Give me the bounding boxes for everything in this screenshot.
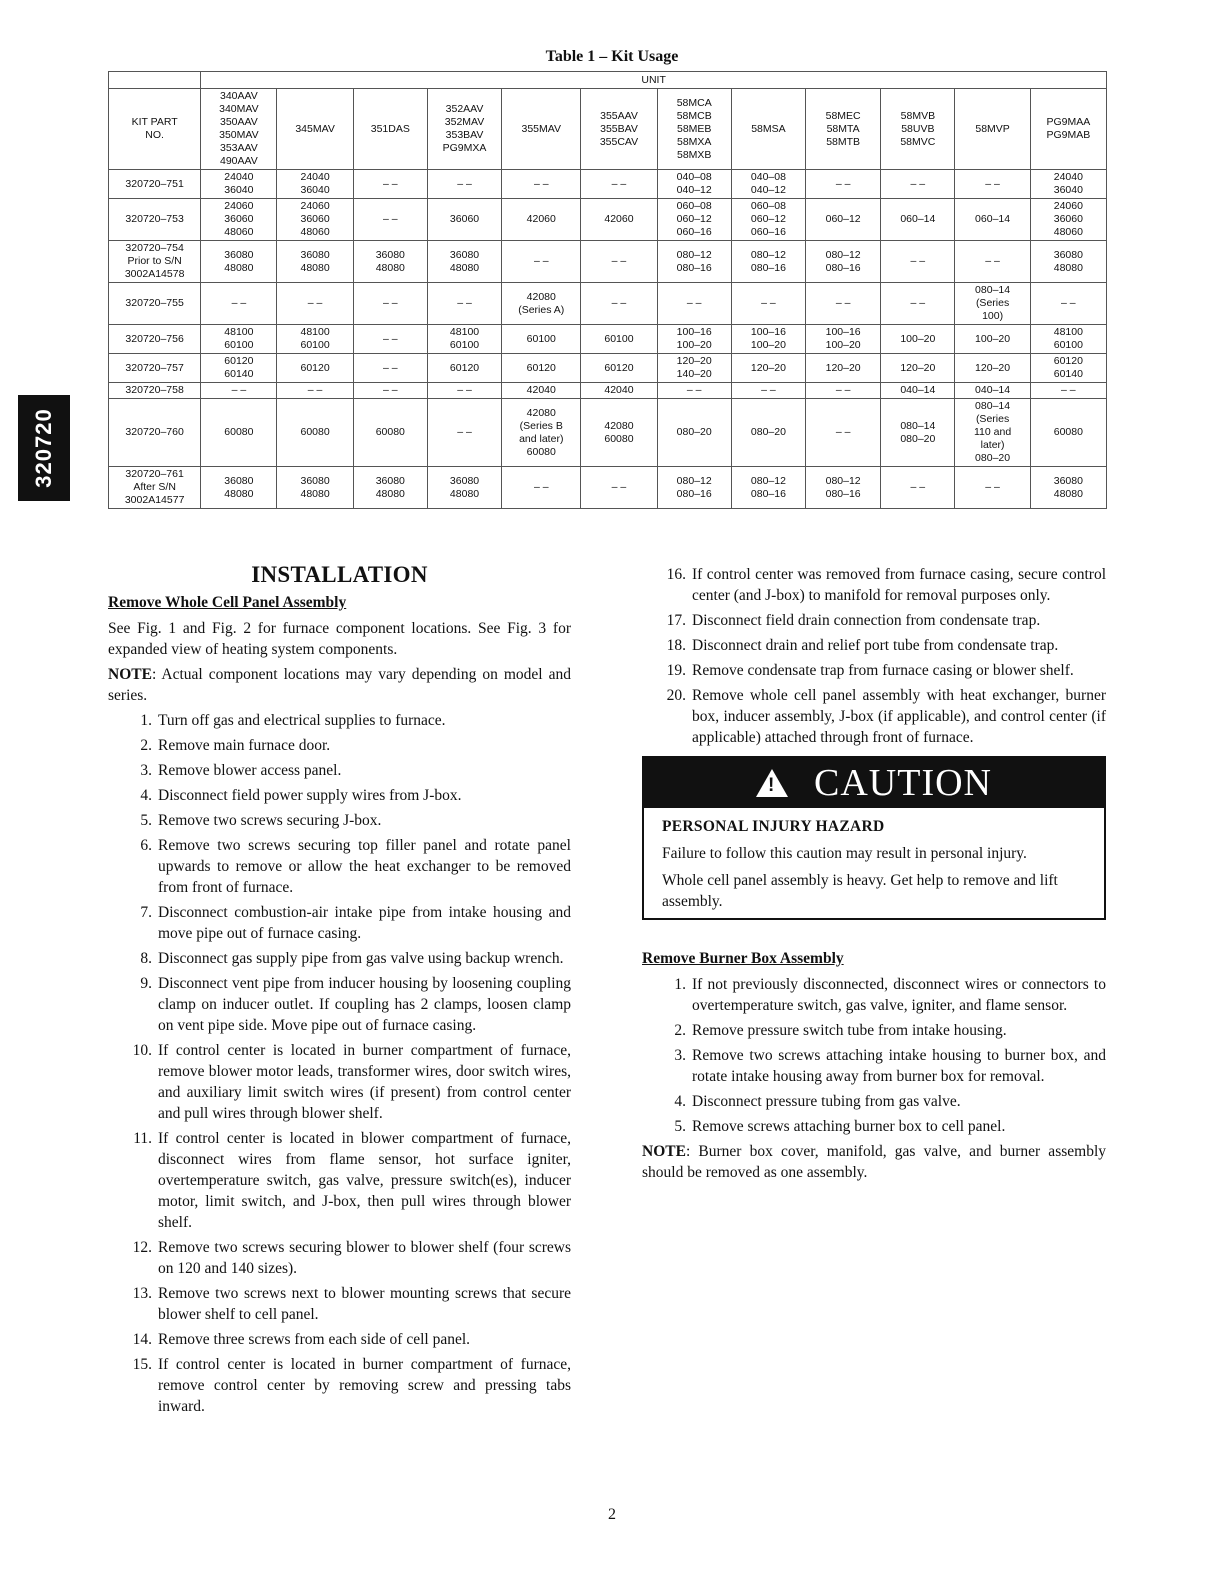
step-number: 2. <box>140 737 152 754</box>
table-cell: 080–12 080–16 <box>657 241 731 283</box>
table-cell: 48100 60100 <box>201 325 277 354</box>
step-item <box>108 810 571 831</box>
table-cell: – – <box>427 283 501 325</box>
table-cell: – – <box>806 283 881 325</box>
side-tab <box>18 395 70 501</box>
table-cell: 42040 <box>502 383 581 399</box>
step-item <box>108 902 571 944</box>
warning-triangle-icon: ! <box>756 769 788 797</box>
left-column <box>108 564 571 1421</box>
step-item <box>108 835 571 898</box>
table-cell: 60120 <box>427 354 501 383</box>
step-number: 2. <box>674 1022 686 1039</box>
step-text: Remove two screws securing blower to blower shelf (four screws on 120 and 140 sizes). <box>158 1239 571 1277</box>
hazard-title: PERSONAL INJURY HAZARD <box>662 818 885 835</box>
step-item <box>108 1040 571 1124</box>
table-cell: 48100 60100 <box>277 325 353 354</box>
table-cell: 36080 48080 <box>1030 241 1106 283</box>
step-text: Disconnect pressure tubing from gas valve. <box>692 1093 961 1110</box>
table-row <box>109 383 1107 399</box>
table-row <box>109 199 1107 241</box>
table-cell: 080–14 080–20 <box>881 399 955 467</box>
table-cell: 060–14 <box>955 199 1030 241</box>
table-cell: 060–08 060–12 060–16 <box>657 199 731 241</box>
table-cell: 24060 36060 48060 <box>201 199 277 241</box>
table-cell: – – <box>427 170 501 199</box>
table-cell: – – <box>581 467 657 509</box>
table-cell: 100–16 100–20 <box>657 325 731 354</box>
step-number: 20. <box>666 687 686 704</box>
steps-list-right <box>642 564 1106 748</box>
burner-note-paragraph <box>642 1141 1106 1183</box>
table-cell: 24040 36040 <box>201 170 277 199</box>
kit-part-cell: 320720–755 <box>109 283 201 325</box>
kit-usage-table <box>108 71 1107 509</box>
table-cell: – – <box>353 354 427 383</box>
table-cell: 60100 <box>502 325 581 354</box>
step-text: Remove two screws attaching intake housing to burner box, and rotate intake housing away from burner box for removal. <box>692 1047 1106 1085</box>
table-cell: – – <box>277 283 353 325</box>
table-cell: 60080 <box>1030 399 1106 467</box>
table-cell: 24040 36040 <box>277 170 353 199</box>
step-item <box>108 973 571 1036</box>
step-number: 11. <box>133 1130 152 1147</box>
table-cell: 080–12 080–16 <box>731 467 805 509</box>
table-cell: – – <box>353 383 427 399</box>
table-cell: – – <box>1030 383 1106 399</box>
remove-cell-panel-heading: Remove Whole Cell Panel Assembly <box>108 594 347 611</box>
table-row <box>109 354 1107 383</box>
step-item <box>108 1128 571 1233</box>
table-cell: – – <box>353 325 427 354</box>
step-text: Remove whole cell panel assembly with heat exchanger, burner box, inducer assembly, J-box (if applicable), and control center (if applicable) attached through front of furnace. <box>692 687 1106 746</box>
note-text: : Actual component locations may vary depending on model and series. <box>108 666 571 704</box>
table-cell: – – <box>277 383 353 399</box>
step-number: 7. <box>140 904 152 921</box>
table-cell: – – <box>731 283 805 325</box>
step-item <box>108 1283 571 1325</box>
table-cell: 60080 <box>353 399 427 467</box>
caution-line-2: Whole cell panel assembly is heavy. Get help to remove and lift assembly. <box>662 872 1058 910</box>
column-header: 355AAV 355BAV 355CAV <box>581 89 657 170</box>
column-header: PG9MAA PG9MAB <box>1030 89 1106 170</box>
table-cell: 24060 36060 48060 <box>277 199 353 241</box>
table-cell: 36080 48080 <box>353 467 427 509</box>
table-cell: 42040 <box>581 383 657 399</box>
table-cell: – – <box>353 199 427 241</box>
step-number: 18. <box>666 637 686 654</box>
column-header: 58MEC 58MTA 58MTB <box>806 89 881 170</box>
column-header: KIT PART NO. <box>109 89 201 170</box>
table-cell: 040–08 040–12 <box>657 170 731 199</box>
step-number: 5. <box>140 812 152 829</box>
step-item <box>108 710 571 731</box>
table-cell: 100–16 100–20 <box>806 325 881 354</box>
table-cell: 36080 48080 <box>277 241 353 283</box>
table-cell: 60080 <box>277 399 353 467</box>
step-text: Disconnect drain and relief port tube from condensate trap. <box>692 637 1059 654</box>
step-number: 14. <box>132 1331 152 1348</box>
table-cell: 24040 36040 <box>1030 170 1106 199</box>
table-row <box>109 325 1107 354</box>
step-item <box>108 735 571 756</box>
table-cell: – – <box>955 467 1030 509</box>
column-header: 340AAV 340MAV 350AAV 350MAV 353AAV 490AAV <box>201 89 277 170</box>
table-cell: 080–12 080–16 <box>731 241 805 283</box>
column-header: 345MAV <box>277 89 353 170</box>
right-column <box>642 564 1106 1187</box>
table-cell: – – <box>657 283 731 325</box>
step-item <box>108 1329 571 1350</box>
table-cell: – – <box>881 241 955 283</box>
caution-body <box>644 808 1104 912</box>
step-item <box>108 948 571 969</box>
step-item <box>642 610 1106 631</box>
step-item <box>642 1045 1106 1087</box>
step-item <box>642 1116 1106 1137</box>
table-cell: 36080 48080 <box>427 241 501 283</box>
table-cell: 120–20 <box>731 354 805 383</box>
table-cell: 36080 48080 <box>277 467 353 509</box>
side-tab-label: 320720 <box>31 408 56 488</box>
table-cell: 60120 60140 <box>1030 354 1106 383</box>
step-text: Remove blower access panel. <box>158 762 342 779</box>
step-text: Remove main furnace door. <box>158 737 331 754</box>
burner-note-text: : Burner box cover, manifold, gas valve, and burner assembly should be removed as one assembly. <box>642 1143 1106 1181</box>
page-number: 2 <box>608 1506 616 1523</box>
table-cell: 24060 36060 48060 <box>1030 199 1106 241</box>
table-header-row <box>109 89 1107 170</box>
table-cell: 120–20 <box>881 354 955 383</box>
step-number: 4. <box>140 787 152 804</box>
step-number: 15. <box>132 1356 152 1373</box>
table-cell: – – <box>1030 283 1106 325</box>
remove-burner-box-heading: Remove Burner Box Assembly <box>642 950 844 967</box>
table-cell: – – <box>731 383 805 399</box>
table-title: Table 1 – Kit Usage <box>545 48 679 65</box>
step-text: Remove condensate trap from furnace casing or blower shelf. <box>692 662 1074 679</box>
steps-list-left <box>108 710 571 1417</box>
table-cell: 120–20 <box>806 354 881 383</box>
step-number: 1. <box>140 712 152 729</box>
table-cell: – – <box>581 170 657 199</box>
table-cell: – – <box>806 399 881 467</box>
table-cell: – – <box>427 399 501 467</box>
step-item <box>642 685 1106 748</box>
table-cell: – – <box>881 283 955 325</box>
table-cell: 080–14 (Series 100) <box>955 283 1030 325</box>
burner-note-label: NOTE <box>642 1143 686 1160</box>
step-item <box>642 635 1106 656</box>
table-cell: 42060 <box>581 199 657 241</box>
step-text: Remove two screws next to blower mounting screws that secure blower shelf to cell panel. <box>158 1285 571 1323</box>
step-text: Disconnect field power supply wires from J-box. <box>158 787 462 804</box>
kit-part-cell: 320720–754 Prior to S/N 3002A14578 <box>109 241 201 283</box>
table-row <box>109 283 1107 325</box>
step-item <box>642 1020 1106 1041</box>
table-cell: 080–12 080–16 <box>657 467 731 509</box>
column-header: 58MVB 58UVB 58MVC <box>881 89 955 170</box>
step-text: Disconnect field drain connection from condensate trap. <box>692 612 1041 629</box>
column-header: 58MCA 58MCB 58MEB 58MXA 58MXB <box>657 89 731 170</box>
table-cell: 120–20 <box>955 354 1030 383</box>
note-paragraph <box>108 664 571 706</box>
step-number: 3. <box>140 762 152 779</box>
caution-word: CAUTION <box>814 761 992 804</box>
step-number: 10. <box>132 1042 152 1059</box>
table-cell: – – <box>806 383 881 399</box>
table-cell: 100–20 <box>955 325 1030 354</box>
table-cell: 60120 <box>277 354 353 383</box>
table-cell: – – <box>353 170 427 199</box>
step-item <box>108 1354 571 1417</box>
step-number: 8. <box>140 950 152 967</box>
table-cell: 040–08 040–12 <box>731 170 805 199</box>
table-cell: 60120 <box>581 354 657 383</box>
table-cell: 080–12 080–16 <box>806 241 881 283</box>
table-cell: 36080 48080 <box>201 467 277 509</box>
intro-paragraph: See Fig. 1 and Fig. 2 for furnace component locations. See Fig. 3 for expanded view of heating system components. <box>108 620 571 658</box>
step-text: If control center is located in blower compartment of furnace, disconnect wires from flame sensor, hot surface igniter, overtemperature switch, gas valve, pressure switch(es), inducer motor, limit switch, and J-box, then pull wires through blower shelf. <box>158 1130 571 1231</box>
table-cell: 36060 <box>427 199 501 241</box>
step-item <box>642 660 1106 681</box>
step-text: Remove two screws securing top filler panel and rotate panel upwards to remove or allow the heat exchanger to be removed from front of furnace. <box>158 837 571 896</box>
table-cell: – – <box>955 241 1030 283</box>
kit-part-cell: 320720–751 <box>109 170 201 199</box>
step-item <box>642 974 1106 1016</box>
table-cell: – – <box>881 467 955 509</box>
table-cell: 36080 48080 <box>353 241 427 283</box>
table-body <box>109 170 1107 509</box>
step-text: If control center was removed from furnace casing, secure control center (and J-box) to manifold for removal purposes only. <box>692 566 1106 604</box>
table-cell: 060–14 <box>881 199 955 241</box>
table-cell: – – <box>581 283 657 325</box>
note-label: NOTE <box>108 666 152 683</box>
column-header: 355MAV <box>502 89 581 170</box>
table-cell: 080–20 <box>731 399 805 467</box>
step-number: 16. <box>666 566 686 583</box>
table-cell: – – <box>657 383 731 399</box>
kit-part-cell: 320720–760 <box>109 399 201 467</box>
table-cell: 080–12 080–16 <box>806 467 881 509</box>
column-header: 351DAS <box>353 89 427 170</box>
table-cell: 60120 60140 <box>201 354 277 383</box>
kit-part-cell: 320720–757 <box>109 354 201 383</box>
step-number: 19. <box>666 662 686 679</box>
step-number: 5. <box>674 1118 686 1135</box>
table-cell: 040–14 <box>881 383 955 399</box>
step-text: Disconnect vent pipe from inducer housing by loosening coupling clamp on inducer outlet. If coupling has 2 clamps, loosen clamp on vent pipe side. Move pipe out of furnace casing. <box>158 975 571 1034</box>
step-number: 6. <box>140 837 152 854</box>
kit-part-cell: 320720–758 <box>109 383 201 399</box>
step-text: Disconnect gas supply pipe from gas valve using backup wrench. <box>158 950 564 967</box>
kit-part-cell: 320720–753 <box>109 199 201 241</box>
table-corner <box>109 72 201 89</box>
step-number: 9. <box>140 975 152 992</box>
table-cell: – – <box>581 241 657 283</box>
caution-header <box>644 758 1104 808</box>
step-text: If not previously disconnected, disconnect wires or connectors to overtemperature switch, gas valve, igniter, and flame sensor. <box>692 976 1106 1014</box>
table-cell: – – <box>502 170 581 199</box>
step-item <box>642 1091 1106 1112</box>
table-row <box>109 399 1107 467</box>
step-number: 1. <box>674 976 686 993</box>
table-cell: 60080 <box>201 399 277 467</box>
table-cell: 080–20 <box>657 399 731 467</box>
step-number: 12. <box>132 1239 152 1256</box>
table-cell: 080–14 (Series 110 and later) 080–20 <box>955 399 1030 467</box>
table-cell: 36080 48080 <box>201 241 277 283</box>
kit-part-cell: 320720–761 After S/N 3002A14577 <box>109 467 201 509</box>
step-text: Disconnect combustion-air intake pipe from intake housing and move pipe out of furnace casing. <box>158 904 571 942</box>
table-cell: 48100 60100 <box>1030 325 1106 354</box>
table-cell: 60120 <box>502 354 581 383</box>
column-header: 58MVP <box>955 89 1030 170</box>
table-cell: – – <box>806 170 881 199</box>
table-cell: 040–14 <box>955 383 1030 399</box>
kit-part-cell: 320720–756 <box>109 325 201 354</box>
table-cell: 36080 48080 <box>427 467 501 509</box>
table-row <box>109 241 1107 283</box>
table-cell: 060–12 <box>806 199 881 241</box>
table-cell: 100–20 <box>881 325 955 354</box>
table-cell: 42080 60080 <box>581 399 657 467</box>
step-item <box>642 564 1106 606</box>
column-header: 352AAV 352MAV 353BAV PG9MXA <box>427 89 501 170</box>
step-text: Remove pressure switch tube from intake housing. <box>692 1022 1007 1039</box>
table-cell: – – <box>353 283 427 325</box>
step-text: If control center is located in burner compartment of furnace, remove blower motor leads, transformer wires, door switch wires, and auxiliary limit switch wires (if present) from control center and pull wires through blower shelf. <box>158 1042 571 1122</box>
unit-header: UNIT <box>201 72 1107 89</box>
table-cell: 60100 <box>581 325 657 354</box>
step-text: If control center is located in burner compartment of furnace, remove control center by removing screw and pressing tabs inward. <box>158 1356 571 1415</box>
table-cell: 42080 (Series B and later) 60080 <box>502 399 581 467</box>
installation-heading: INSTALLATION <box>251 562 428 587</box>
step-item <box>108 785 571 806</box>
table-cell: 36080 48080 <box>1030 467 1106 509</box>
step-item <box>108 760 571 781</box>
step-text: Remove three screws from each side of cell panel. <box>158 1331 471 1348</box>
table-cell: – – <box>201 283 277 325</box>
table-cell: 060–08 060–12 060–16 <box>731 199 805 241</box>
table-cell: – – <box>502 241 581 283</box>
caution-box <box>642 756 1106 920</box>
table-cell: 120–20 140–20 <box>657 354 731 383</box>
step-text: Remove two screws securing J-box. <box>158 812 382 829</box>
table-cell: 48100 60100 <box>427 325 501 354</box>
step-number: 4. <box>674 1093 686 1110</box>
column-header: 58MSA <box>731 89 805 170</box>
step-number: 3. <box>674 1047 686 1064</box>
table-cell: – – <box>427 383 501 399</box>
caution-line-1: Failure to follow this caution may result in personal injury. <box>662 845 1027 862</box>
table-row <box>109 467 1107 509</box>
table-cell: – – <box>881 170 955 199</box>
table-cell: – – <box>502 467 581 509</box>
burner-steps-list <box>642 974 1106 1137</box>
table-cell: – – <box>955 170 1030 199</box>
table-cell: 42080 (Series A) <box>502 283 581 325</box>
table-cell: 42060 <box>502 199 581 241</box>
step-number: 13. <box>132 1285 152 1302</box>
step-number: 17. <box>666 612 686 629</box>
step-text: Remove screws attaching burner box to cell panel. <box>692 1118 1006 1135</box>
table-cell: – – <box>201 383 277 399</box>
table-cell: 100–16 100–20 <box>731 325 805 354</box>
step-text: Turn off gas and electrical supplies to furnace. <box>158 712 446 729</box>
step-item <box>108 1237 571 1279</box>
table-row <box>109 170 1107 199</box>
